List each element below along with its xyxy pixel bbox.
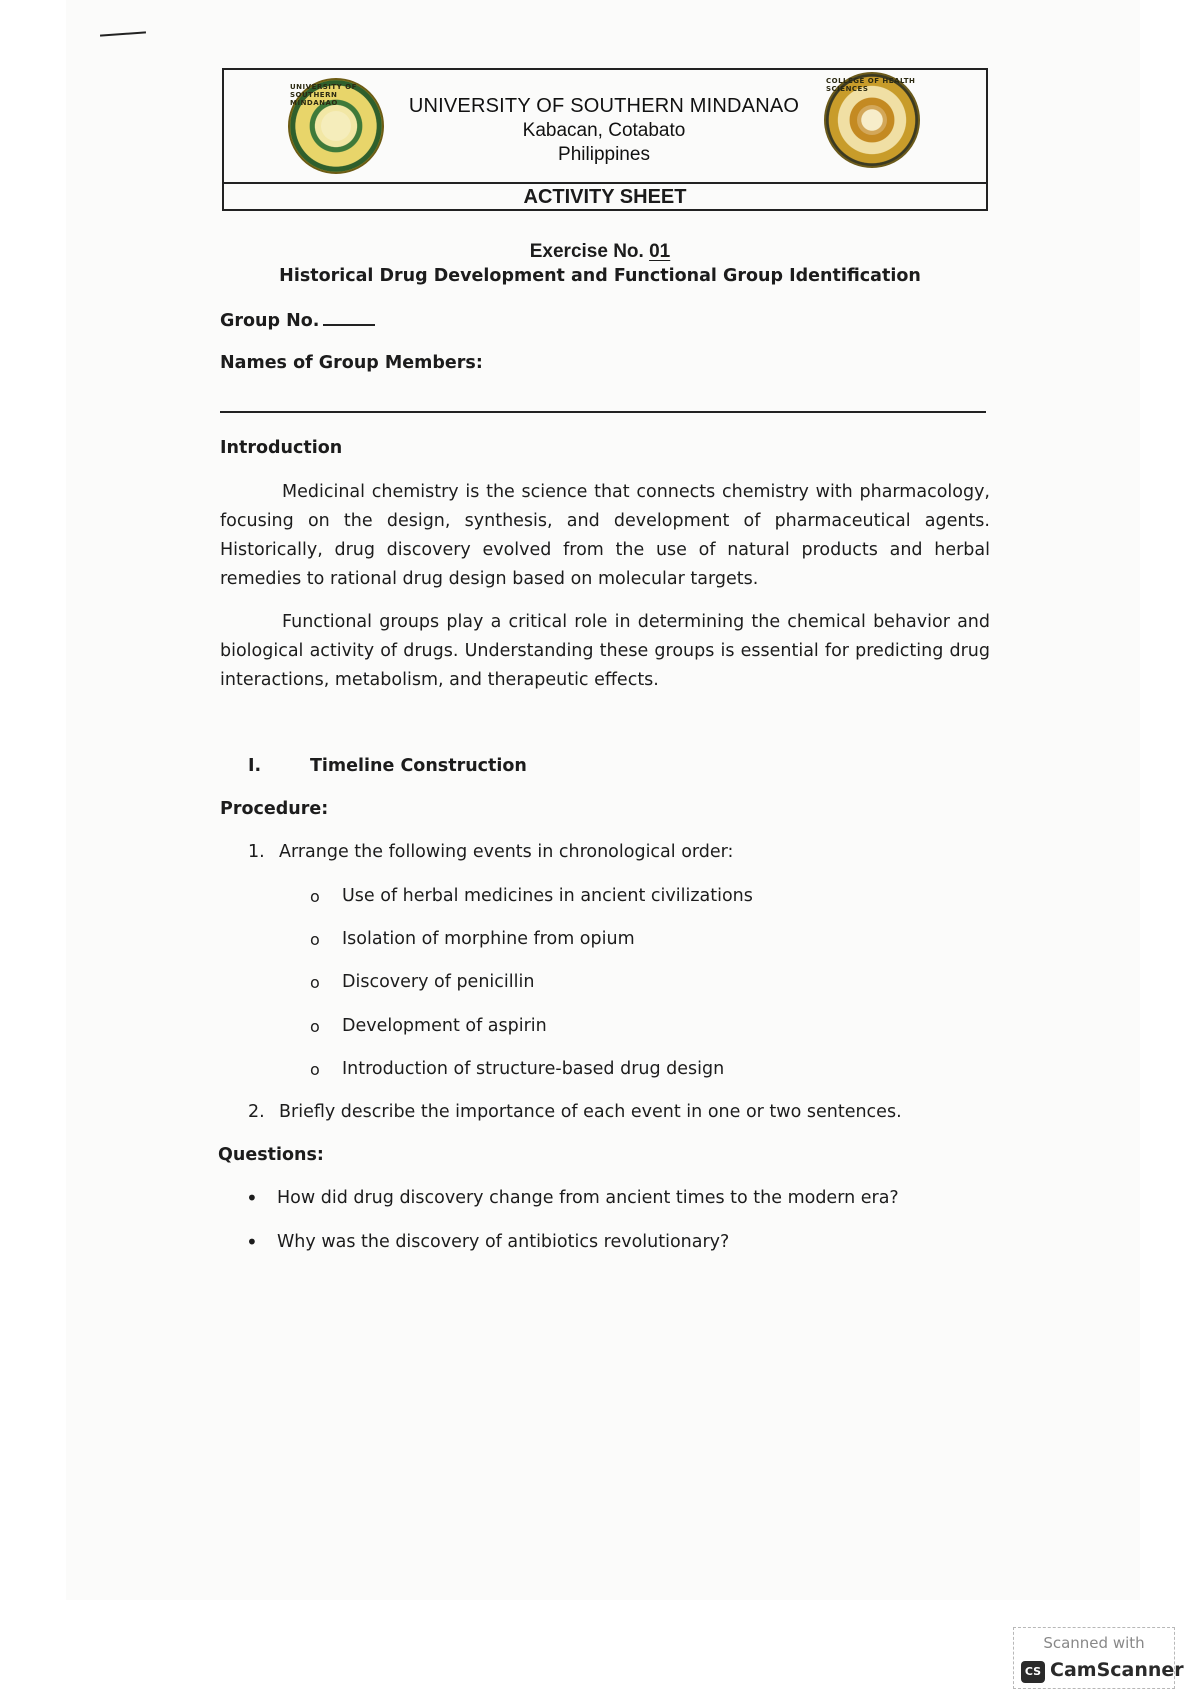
hollow-bullet-icon: o — [310, 973, 320, 992]
hollow-bullet-icon: o — [310, 1017, 320, 1036]
group-members-label: Names of Group Members: — [220, 353, 483, 373]
step-text: Briefly describe the importance of each event in one or two sentences. — [279, 1102, 902, 1122]
scanned-with-text: Scanned with — [1043, 1634, 1145, 1652]
intro-paragraph-1 — [220, 478, 990, 594]
chs-seal-icon — [824, 72, 920, 168]
university-location: Kabacan, Cotabato — [522, 120, 686, 141]
activity-sheet-title: ACTIVITY SHEET — [523, 186, 687, 208]
names-answer-line — [220, 411, 986, 413]
question-item: Why was the discovery of antibiotics revolutionary? — [277, 1232, 730, 1252]
question-item: How did drug discovery change from ancient times to the modern era? — [277, 1188, 899, 1208]
intro-paragraph-1-text: Medicinal chemistry is the science that connects chemistry with pharmacology, focusing on the design, synthesis, and development of pharmaceutical agents. Historically, drug discovery evolved from the use of natural products and herbal remedies to rational drug design based on molecular targets. — [220, 482, 990, 589]
event-item: Use of herbal medicines in ancient civilizations — [342, 886, 753, 906]
step-number: 2. — [248, 1102, 265, 1122]
intro-paragraph-2-text: Functional groups play a critical role in determining the chemical behavior and biological activity of drugs. Understanding these groups is essential for predicting drug interactions, metabolism, and therapeutic effects. — [220, 612, 990, 690]
section-numeral: I. — [248, 756, 262, 776]
group-no-line — [220, 306, 375, 336]
usm-seal-core — [321, 111, 351, 141]
section-title: Timeline Construction — [310, 756, 527, 776]
hollow-bullet-icon: o — [310, 887, 320, 906]
exercise-label: Exercise No. — [529, 241, 644, 262]
event-item: Introduction of structure-based drug design — [342, 1059, 725, 1079]
procedure-label: Procedure: — [220, 799, 329, 819]
event-item: Discovery of penicillin — [342, 972, 535, 992]
chs-seal-core — [857, 105, 887, 135]
bullet-dot-icon: • — [246, 1186, 258, 1210]
university-block — [384, 94, 824, 167]
camscanner-brand: CamScanner — [1050, 1659, 1184, 1681]
university-country: Philippines — [558, 144, 650, 165]
letterhead-top — [224, 70, 986, 184]
chs-seal-text: COLLEGE OF HEALTH SCIENCES — [826, 77, 916, 93]
university-name: UNIVERSITY OF SOUTHERN MINDANAO — [408, 95, 800, 117]
event-item: Development of aspirin — [342, 1016, 547, 1036]
usm-seal-text: UNIVERSITY OF SOUTHERN MINDANAO — [290, 83, 357, 107]
group-no-label: Group No. — [220, 311, 320, 331]
group-no-blank — [323, 306, 375, 326]
exercise-title: Historical Drug Development and Functional Group Identification — [279, 266, 921, 286]
intro-paragraph-2 — [220, 608, 990, 695]
event-item: Isolation of morphine from opium — [342, 929, 635, 949]
letterhead-box — [222, 68, 988, 211]
step-text: Arrange the following events in chronological order: — [279, 842, 734, 862]
hollow-bullet-icon: o — [310, 1060, 320, 1079]
exercise-number: 01 — [649, 241, 671, 262]
introduction-heading: Introduction — [220, 438, 343, 458]
bullet-dot-icon: • — [246, 1230, 258, 1254]
camscanner-badge — [1013, 1627, 1184, 1689]
step-number: 1. — [248, 842, 265, 862]
camscanner-logo-icon: CS — [1021, 1661, 1045, 1683]
hollow-bullet-icon: o — [310, 930, 320, 949]
questions-label: Questions: — [218, 1145, 324, 1165]
usm-seal-icon — [288, 78, 384, 174]
